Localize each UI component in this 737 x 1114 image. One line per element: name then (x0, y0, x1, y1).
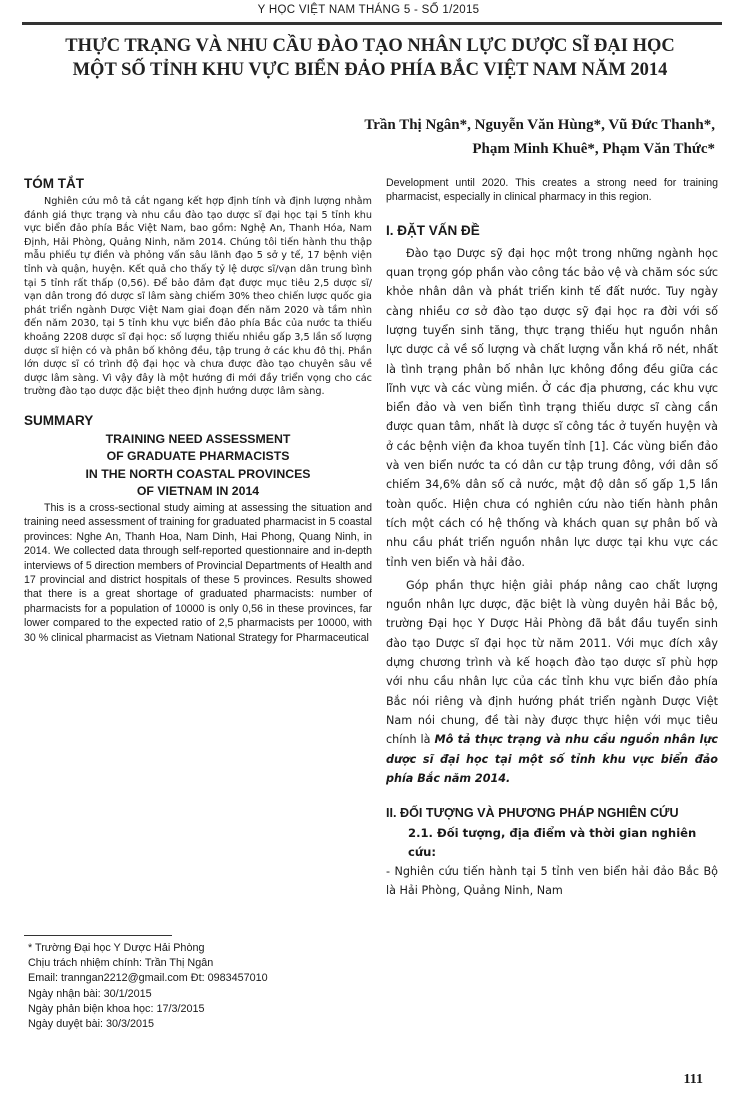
journal-header: Y HỌC VIỆT NAM THÁNG 5 - SỐ 1/2015 (257, 4, 480, 16)
section1-paragraph (386, 576, 718, 788)
title-line: MỘT SỐ TỈNH KHU VỰC BIỂN ĐẢO PHÍA BẮC VIỆT NAM NĂM 2014 (72, 60, 668, 80)
summary-title-line: IN THE NORTH COASTAL PROVINCES (85, 466, 311, 481)
summary-title-line: OF VIETNAM IN 2014 (136, 484, 260, 499)
summary-heading: SUMMARY (24, 412, 94, 428)
summary-title (24, 431, 372, 501)
authors-line: Phạm Minh Khuê*, Phạm Văn Thức* (472, 141, 715, 157)
authors-line: Trần Thị Ngân*, Nguyễn Văn Hùng*, Vũ Đức Thanh*, (364, 117, 715, 133)
summary-text-continued: Development until 2020. This creates a strong need for training pharmacist, especially in clinical pharmacy in this region. (386, 177, 718, 204)
footnote-affiliation: * Trường Đại học Y Dược Hải Phòng (28, 942, 205, 954)
footnote-received: Ngày nhận bài: 30/1/2015 (28, 987, 152, 1000)
abstract-vi-heading: TÓM TẮT (24, 176, 84, 191)
title-line: THỰC TRẠNG VÀ NHU CẦU ĐÀO TẠO NHÂN LỰC DƯỢC SĨ ĐẠI HỌC (65, 36, 675, 56)
abstract-vi-text: Nghiên cứu mô tả cắt ngang kết hợp định tính và định lượng nhằm đánh giá thực trạng và nhu cầu đào tạo dược sĩ đại học tại 5 tỉnh khu vực biển đảo phía Bắc Việt Nam, bao gồm: Nghệ An, Thanh Hóa, Nam Định, Hải Phòng, Quảng Ninh, năm 2014. Chúng tôi tiến hành thu thập mẫu phiếu tự điền và phỏng vấn sâu lãnh đạo 5 sở y tế, 17 bệnh viện tỉnh và quận, huyện. Kết quả cho thấy tỷ lệ dược sĩ/vạn dân trung bình tại 5 tỉnh rất thấp (0,56). Để bảo đảm đạt được mục tiêu 2,5 dược sĩ/ vạn dân trong đó dược sĩ lâm sàng chiếm 30% theo chiến lược quốc gia phát triển ngành Dược Việt Nam giai đoạn đến năm 2020 và tầm nhìn đến năm 2030, tại 5 tỉnh khu vực biển đảo phía Bắc của nước ta thiếu khoảng 2208 dược sĩ đại học: số lượng thiếu nhiều gấp 3,5 lần số lượng dược sĩ hiện có và phân bố không đều, tập trung ở các khu đô thị. Phần lớn dược sĩ có trình độ đại học và chưa được đào tạo chuyên sâu về dược lâm sàng. Vì vậy đây là một hướng đi mới đầy triển vọng cho các trường đào tạo dược đặc biệt theo định hướng dược lâm sàng. (24, 196, 372, 398)
section2-heading: II. ĐỐI TƯỢNG VÀ PHƯƠNG PHÁP NGHIÊN CỨU (386, 806, 679, 821)
article-title (30, 34, 710, 82)
authors (195, 113, 715, 161)
left-column (24, 176, 372, 645)
summary-title-line: OF GRADUATE PHARMACISTS (106, 449, 290, 464)
footnote-corresponding: Chịu trách nhiệm chính: Trần Thị Ngân (28, 957, 214, 970)
footnote-accepted: Ngày duyệt bài: 30/3/2015 (28, 1018, 155, 1031)
right-column (386, 176, 718, 901)
section1-paragraph: Đào tạo Dược sỹ đại học một trong những ngành học quan trọng góp phần vào công tác bảo vệ và chăm sóc sức khỏe nhân dân và phát triển kinh tế đất nước. Tuy ngày càng nhiều cơ sở đào tạo dược sỹ đại học ra đời với số lượng tuyển sinh tăng, thực trạng thiếu hụt nguồn nhân lực dược cả về số lượng và chất lượng vẫn khá rõ nét, nhất là tình trạng phân bố nhân lực không đồng đều giữa các lĩnh vực và các vùng miền. Ở các địa phương, các khu vực biển đảo và ven biển tình trạng thiếu dược sĩ càng cần được quan tâm, nhất là dược sĩ công tác ở tuyến huyện và ở các bệnh viện đa khoa tuyến tỉnh [1]. Các vùng biển đảo và ven biển nước ta có dân cư tập trung đông, với dân số chiếm 34,6% dân số cả nước, mật độ dân số gấp 1,5 lần toàn quốc. Hiện chưa có nghiên cứu nào tiến hành phân tích một cách có hệ thống và khách quan sự phân bố và nhu cầu phát triển nguồn nhân lực dược tại khu vực các tỉnh ven biển và hải đảo. (386, 246, 718, 569)
summary-title-line: TRAINING NEED ASSESSMENT (105, 431, 291, 446)
footnote-reviewed: Ngày phản biện khoa học: 17/3/2015 (28, 1002, 205, 1015)
summary-text: This is a cross-sectional study aiming at assessing the situation and training need assessment of training for graduated pharmacist in 5 coastal provinces: Nghe An, Thanh Hoa, Nam Dinh, Hai Phong, Quang Ninh, in 2014. We collected data through self-reported questionnaire and in-depth interviews of 5 direction members of Provincial Departments of Health and 17 provincial and district hospitals of these 5 provinces. Results showed that there is a great shortage of graduated pharmacists: number of pharmacists for a population of 10000 is only 0,56 in these provinces, far lower compared to the expected ratio of 2,5 pharmacists per 10000, with 30 % clinical pharmacist as Vietnam National Strategy for Pharmaceutical (24, 501, 372, 644)
section2-text: - Nghiên cứu tiến hành tại 5 tỉnh ven biển hải đảo Bắc Bộ là Hải Phòng, Quảng Ninh, Nam (386, 865, 718, 898)
page-number: 111 (683, 1072, 703, 1087)
objective-statement: Mô tả thực trạng và nhu cầu nguồn nhân lực dược sĩ đại học tại một số tỉnh khu vực biển đảo phía Bắc năm 2014. (386, 733, 718, 785)
footnote-rule (24, 935, 172, 936)
section1-heading: I. ĐẶT VẤN ĐỀ (386, 222, 480, 238)
section2-subheading: 2.1. Đối tượng, địa điểm và thời gian nghiên cứu: (408, 826, 697, 860)
footnotes (28, 941, 368, 1032)
header-rule (22, 22, 722, 25)
footnote-contact: Email: tranngan2212@gmail.com Đt: 0983457010 (28, 972, 268, 985)
objective-lead: Góp phần thực hiện giải pháp nâng cao chất lượng nguồn nhân lực dược, đặc biệt là vùng duyên hải Bắc bộ, trường Đại học Y Dược Hải Phòng đã bắt đầu tuyển sinh đào tạo Dược sĩ đại học từ năm 2011. Với mục đích xây dựng chương trình và kế hoạch đào tạo dược sĩ phù hợp với nhu cầu nhân lực của các tỉnh khu vực biển đảo phía Bắc nói riêng và định hướng phát triển ngành Dược Việt Nam nói chung, đề tài này được thực hiện với mục tiêu chính là (386, 578, 718, 747)
